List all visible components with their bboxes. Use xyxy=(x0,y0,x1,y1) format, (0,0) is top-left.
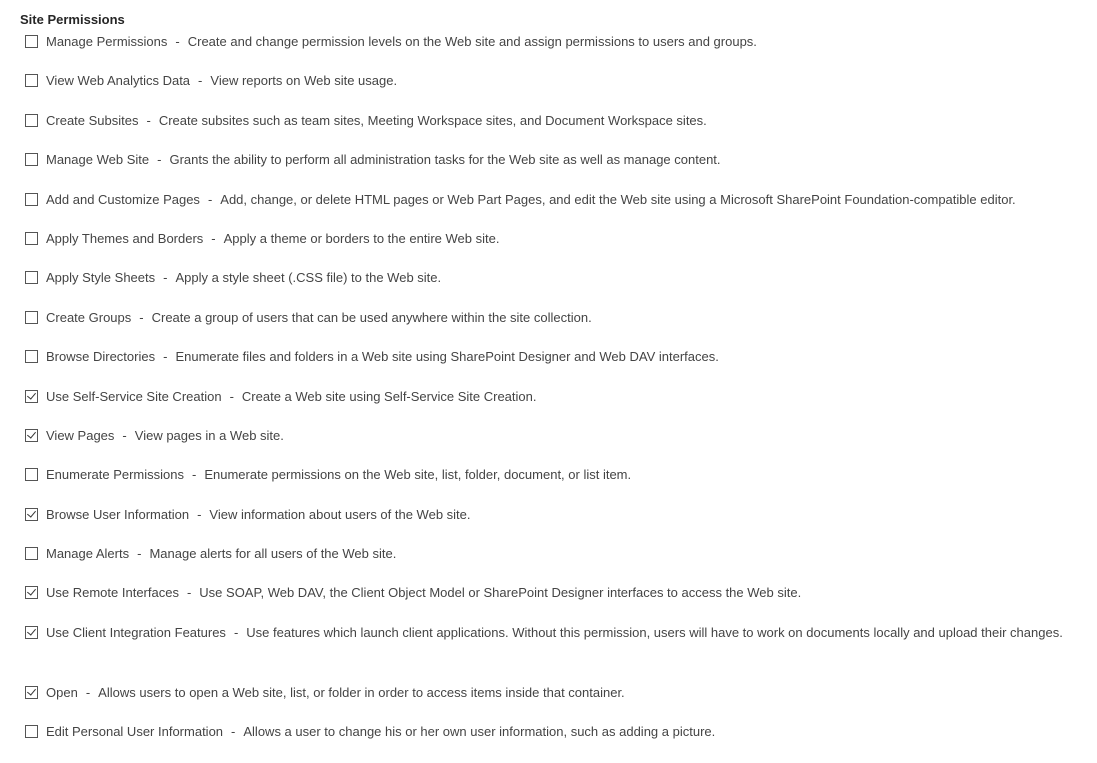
permission-checkbox[interactable] xyxy=(25,547,38,560)
permission-row xyxy=(25,269,1075,308)
permission-row xyxy=(25,230,1075,269)
permission-checkbox[interactable] xyxy=(25,311,38,324)
section-title: Site Permissions xyxy=(20,12,125,27)
permission-name: Browse Directories xyxy=(46,349,156,365)
permission-label[interactable] xyxy=(46,110,707,131)
permission-list xyxy=(25,33,1075,763)
permission-checkbox[interactable] xyxy=(25,35,38,48)
separator: - xyxy=(233,624,239,640)
permission-checkbox[interactable] xyxy=(25,350,38,363)
permission-name: Use Client Integration Features xyxy=(46,624,226,640)
permission-description: View pages in a Web site. xyxy=(134,427,284,443)
permission-row xyxy=(25,151,1075,190)
permission-row xyxy=(25,506,1075,545)
permission-label[interactable] xyxy=(46,543,396,564)
permission-name: Edit Personal User Information xyxy=(46,724,224,740)
permission-row xyxy=(25,466,1075,505)
permission-label[interactable] xyxy=(46,582,801,603)
permission-label[interactable] xyxy=(46,464,631,485)
permission-label[interactable] xyxy=(46,267,441,288)
permission-description: Create subsites such as team sites, Meeting Workspace sites, and Document Workspace sites. xyxy=(158,112,707,128)
permission-label[interactable] xyxy=(46,622,1063,643)
permission-name: Browse User Information xyxy=(46,506,190,522)
permission-label[interactable] xyxy=(46,70,397,91)
permission-label[interactable] xyxy=(46,721,715,742)
permission-description: Allows users to open a Web site, list, or folder in order to access items inside that container. xyxy=(98,684,625,700)
permission-description: Create and change permission levels on the Web site and assign permissions to users and groups. xyxy=(187,34,757,49)
permission-row xyxy=(25,33,1075,72)
permission-label[interactable] xyxy=(46,425,284,446)
permission-description: Add, change, or delete HTML pages or Web Part Pages, and edit the Web site using a Microsoft SharePoint Foundation-compatible editor. xyxy=(220,191,1016,207)
permission-row xyxy=(25,309,1075,348)
permission-checkbox[interactable] xyxy=(25,390,38,403)
permission-label[interactable] xyxy=(46,307,592,328)
permission-name: Create Groups xyxy=(46,309,132,325)
permission-row xyxy=(25,545,1075,584)
separator: - xyxy=(146,112,151,128)
permission-name: View Pages xyxy=(46,427,115,443)
permission-label[interactable] xyxy=(46,228,499,249)
permission-description: Grants the ability to perform all administration tasks for the Web site as well as manage content. xyxy=(169,152,721,168)
permission-name: Use Self-Service Site Creation xyxy=(46,388,222,404)
permission-row xyxy=(25,348,1075,387)
permission-checkbox[interactable] xyxy=(25,429,38,442)
permission-label[interactable] xyxy=(46,682,625,703)
permission-description: Allows a user to change his or her own user information, such as adding a picture. xyxy=(243,724,716,740)
permission-name: Enumerate Permissions xyxy=(46,467,184,483)
permission-label[interactable] xyxy=(46,31,757,52)
permission-row xyxy=(25,427,1075,466)
permission-description: View reports on Web site usage. xyxy=(210,73,398,89)
permission-description: Use features which launch client applications. Without this permission, users will have to work on documents locally and upload their changes. xyxy=(246,624,1063,640)
permission-name: View Web Analytics Data xyxy=(46,73,191,89)
separator: - xyxy=(231,724,236,740)
permission-row xyxy=(25,723,1075,762)
permission-name: Manage Web Site xyxy=(46,152,150,168)
permission-description: Apply a theme or borders to the entire Web site. xyxy=(223,230,500,246)
permission-checkbox[interactable] xyxy=(25,193,38,206)
separator: - xyxy=(186,585,192,601)
permission-name: Use Remote Interfaces xyxy=(46,585,179,601)
permission-checkbox[interactable] xyxy=(25,271,38,284)
separator: - xyxy=(229,388,234,404)
separator: - xyxy=(197,506,202,522)
separator: - xyxy=(122,427,127,443)
permission-row xyxy=(25,584,1075,623)
permission-label[interactable] xyxy=(46,149,721,170)
separator: - xyxy=(192,467,197,483)
separator: - xyxy=(198,73,203,89)
permission-checkbox[interactable] xyxy=(25,114,38,127)
permission-checkbox[interactable] xyxy=(25,232,38,245)
permission-name: Open xyxy=(46,684,78,700)
permission-name: Manage Alerts xyxy=(46,546,130,562)
permission-row xyxy=(25,191,1075,230)
permission-checkbox[interactable] xyxy=(25,626,38,639)
permission-description: Enumerate permissions on the Web site, list, folder, document, or list item. xyxy=(204,467,632,483)
permission-description: Apply a style sheet (.CSS file) to the Web site. xyxy=(175,270,442,286)
permission-checkbox[interactable] xyxy=(25,468,38,481)
permission-label[interactable] xyxy=(46,504,471,525)
permission-label[interactable] xyxy=(46,189,1016,210)
separator: - xyxy=(163,270,168,286)
permission-description: Use SOAP, Web DAV, the Client Object Model or SharePoint Designer interfaces to access the Web site. xyxy=(199,585,802,601)
permission-description: Enumerate files and folders in a Web site using SharePoint Designer and Web DAV interfaces. xyxy=(175,349,719,365)
permission-name: Add and Customize Pages xyxy=(46,191,200,207)
permission-label[interactable] xyxy=(46,386,537,407)
separator: - xyxy=(211,230,216,246)
permission-name: Apply Themes and Borders xyxy=(46,230,204,246)
separator: - xyxy=(137,546,142,562)
permission-row xyxy=(25,388,1075,427)
permission-checkbox[interactable] xyxy=(25,153,38,166)
separator: - xyxy=(157,152,162,168)
permission-row xyxy=(25,684,1075,723)
permission-name: Create Subsites xyxy=(46,112,139,128)
permission-checkbox[interactable] xyxy=(25,508,38,521)
permission-name: Apply Style Sheets xyxy=(46,270,156,286)
separator: - xyxy=(85,684,91,700)
permission-row xyxy=(25,72,1075,111)
permission-checkbox[interactable] xyxy=(25,725,38,738)
separator: - xyxy=(139,309,144,325)
permission-row xyxy=(25,624,1075,684)
permission-label[interactable] xyxy=(46,346,719,367)
permission-row xyxy=(25,112,1075,151)
permission-description: View information about users of the Web site. xyxy=(209,506,471,522)
permission-description: Create a Web site using Self-Service Site Creation. xyxy=(241,388,537,404)
permission-checkbox[interactable] xyxy=(25,586,38,599)
permission-checkbox[interactable] xyxy=(25,74,38,87)
permission-description: Create a group of users that can be used anywhere within the site collection. xyxy=(151,309,592,325)
permission-name: Manage Permissions xyxy=(46,34,168,49)
permission-description: Manage alerts for all users of the Web site. xyxy=(149,546,397,562)
permission-checkbox[interactable] xyxy=(25,686,38,699)
separator: - xyxy=(163,349,168,365)
separator: - xyxy=(207,191,213,207)
separator: - xyxy=(175,34,180,49)
